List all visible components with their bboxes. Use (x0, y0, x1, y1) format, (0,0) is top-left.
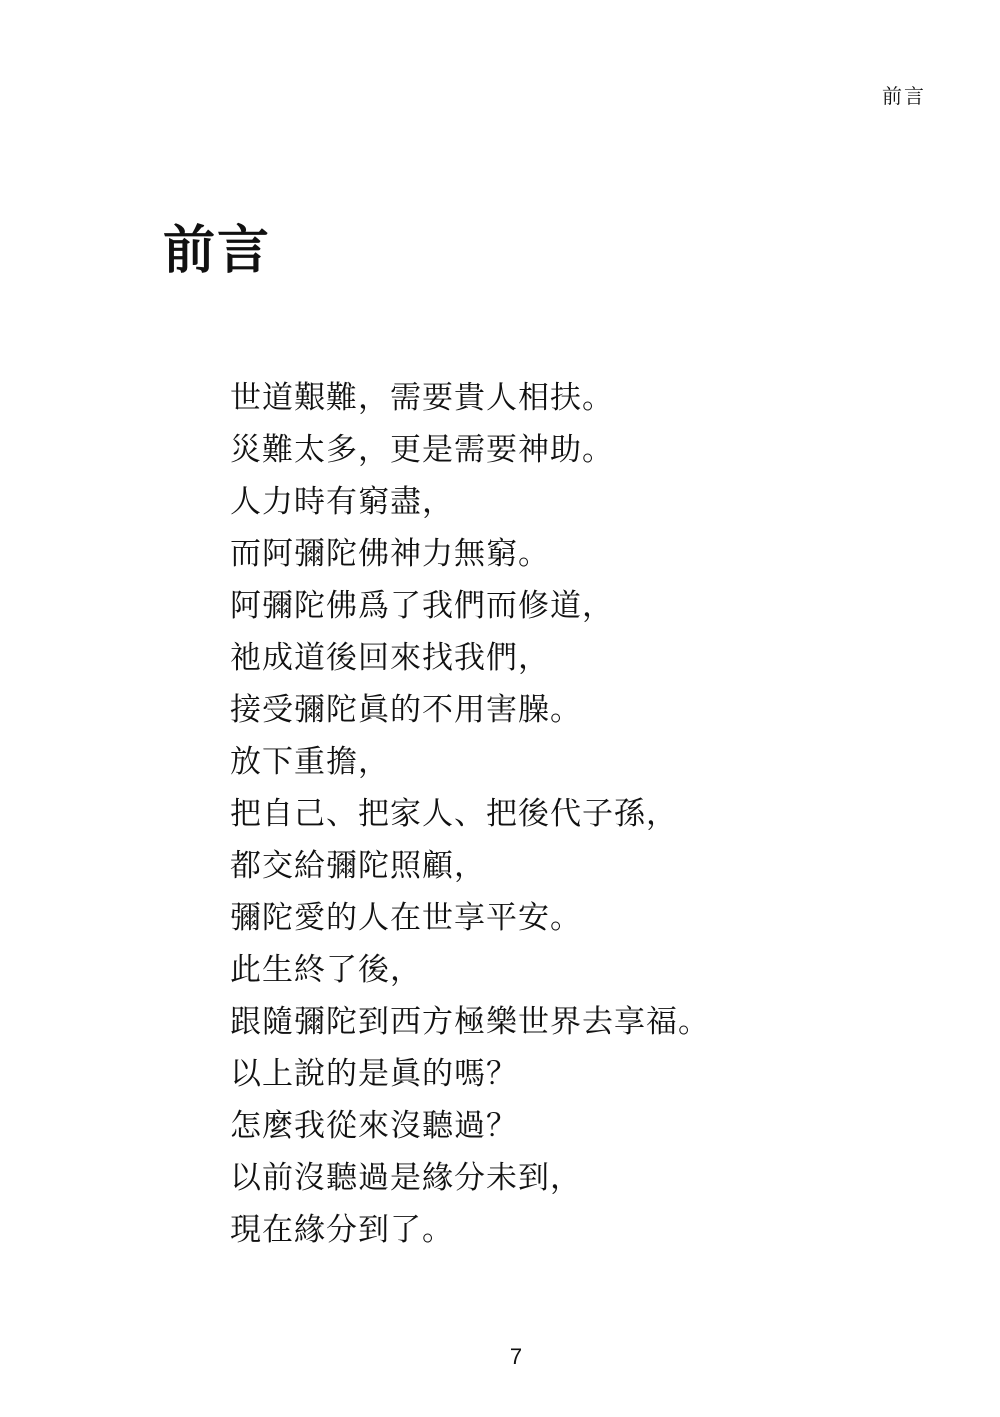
verse-line: 災難太多，更是需要神助。 (230, 432, 614, 468)
chapter-title: 前言 (163, 220, 272, 281)
verse-line: 怎麼我從來沒聽過？ (230, 1108, 518, 1144)
verse-line: 而阿彌陀佛神力無窮。 (230, 536, 550, 572)
verse-line: 跟隨彌陀到西方極樂世界去享福。 (230, 1004, 710, 1040)
verse-line: 阿彌陀佛爲了我們而修道， (230, 588, 614, 624)
verse-line: 人力時有窮盡， (230, 484, 454, 520)
verse-line: 把自己、把家人、把後代子孫， (230, 796, 678, 832)
verse-line: 都交給彌陀照顧， (230, 848, 486, 884)
verse-line: 以上說的是眞的嗎？ (230, 1056, 518, 1092)
verse-line: 彌陀愛的人在世享平安。 (230, 900, 582, 936)
page-number: 7 (509, 1344, 523, 1369)
verse-line: 現在緣分到了。 (230, 1212, 454, 1248)
verse-line: 世道艱難，需要貴人相扶。 (230, 380, 614, 416)
verse-body (230, 372, 710, 1256)
verse-line: 放下重擔， (230, 744, 390, 780)
verse-line: 以前沒聽過是緣分未到， (230, 1160, 582, 1196)
verse-line: 此生終了後， (230, 952, 422, 988)
verse-line: 接受彌陀眞的不用害臊。 (230, 692, 582, 728)
running-header: 前言 (882, 84, 926, 108)
verse-line: 祂成道後回來找我們， (230, 640, 550, 676)
